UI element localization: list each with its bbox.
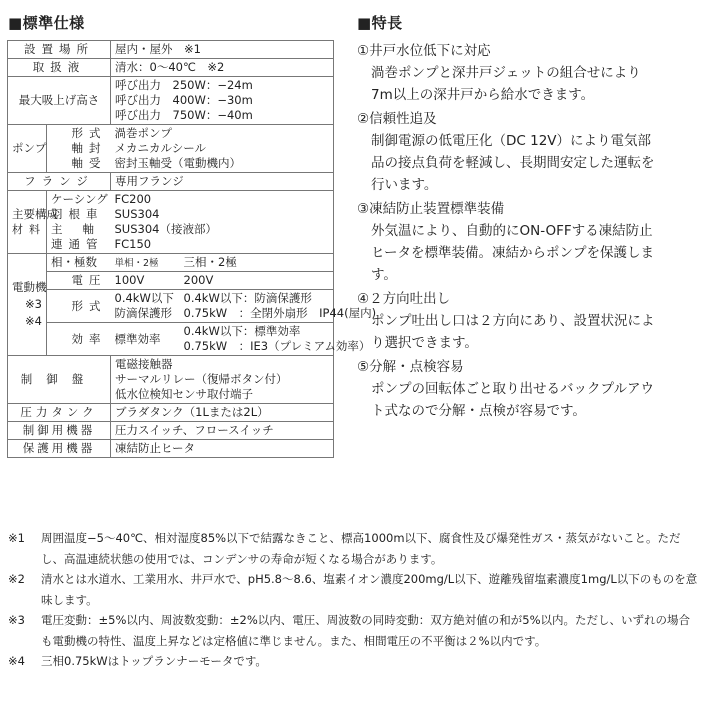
spec-value: 屋内・屋外 ※1 [111,41,334,59]
spec-value-line: 防滴保護形 [114,306,172,320]
spec-row-control-equipment [8,422,334,440]
feature-body-line: ポンプ吐出し口は２方向にあり、設置状況によ [371,313,655,329]
footnote-mark: ※3 [8,613,25,627]
spec-value-line: 低水位検知センサ取付端子 [115,387,253,401]
spec-sub-label: 主軸 [51,222,114,236]
footnote-text: 電圧変動：±5%以内、周波数変動：±2%以内、電圧、周波数の同時変動：双方絶対値の和が5%以内。ただし、いずれの場合も電動機の特性、温度上昇などは定格値に準じません。また、相間電圧の不平衡は２%以内です。 [41,613,690,648]
feature-title: ④２方向吐出し [357,291,451,307]
spec-value-line: 0.75kW ：全閉外扇形 IP44(屋内) [183,306,377,320]
spec-label: フランジ [24,174,94,188]
feature-title: ②信頼性追及 [357,111,437,127]
spec-label: 設置場所 [24,42,94,56]
spec-value: ブラダタンク（1Lまたは2L） [111,404,334,422]
feature-body-line: 7m以上の深井戸から給水できます。 [371,87,595,103]
feature-item [357,108,693,196]
footnote-text: 清水とは水道水、工業用水、井戸水で、pH5.8〜8.6、塩素イオン濃度200mg/L以下、遊離残留塩素濃度1mg/L以下のものを意味します。 [41,572,698,607]
spec-sub-label: 軸封 [71,141,107,155]
spec-value-line: 呼び出力 250W：−24m [115,78,253,92]
feature-body-line: 制御電源の低電圧化（DC 12V）により電気部 [371,133,652,149]
spec-sub-label: 形式 [71,126,107,140]
spec-value: 専用フランジ [111,173,334,191]
spec-label: 材料 [12,223,46,236]
footnote-mark: ※2 [8,572,25,586]
spec-value-line: 0.4kW以下：標準効率 [183,324,301,338]
spec-label: ポンプ [8,125,47,173]
spec-value: 圧力スイッチ、フロースイッチ [111,422,334,440]
feature-body-line: 外気温により、自動的にON-OFFする凍結防止 [371,223,653,239]
spec-sub-label: 羽根車 [51,207,104,221]
features-heading: ■特長 [357,14,403,32]
footnote [8,569,698,610]
spec-row-material [8,191,334,254]
spec-value: 単相・2極 [114,258,159,269]
feature-body-line: 品の接点負荷を軽減し、長期間安定した運転を [371,155,655,171]
spec-label: 圧力タンク [20,405,98,419]
feature-item [357,40,693,106]
spec-heading: ■標準仕様 [8,14,85,32]
footnote [8,528,698,569]
spec-sub-label: 電圧 [71,273,107,287]
feature-body-line: 渦巻ポンプと深井戸ジェットの組合せにより [371,65,641,81]
spec-value: 三相・2極 [180,254,334,272]
spec-table [7,40,377,458]
spec-label: 保護用機器 [22,441,96,455]
spec-value-line: 渦巻ポンプ [114,126,172,140]
spec-value: 200V [180,272,334,290]
spec-sub-label: 軸受 [71,156,107,170]
spec-value-line: 0.4kW以下 [114,291,174,305]
spec-sub-label: ケーシング [51,192,108,206]
spec-value-line: サーマルリレー（復帰ボタン付） [115,372,288,386]
spec-label: 制御盤 [20,372,98,386]
spec-value-line: 0.75kW ：IE3（プレミアム効率） [183,339,371,353]
feature-item [357,198,693,286]
spec-sub-label: 効率 [71,331,107,346]
spec-label: 電動機 [12,280,47,294]
feature-body-line: 行います。 [371,177,438,193]
spec-row-motor-phase [8,254,334,272]
feature-title: ⑤分解・点検容易 [357,359,464,375]
spec-label: ※3 [25,297,42,311]
footnote-text: 周囲温度−5〜40℃、相対湿度85%以下で結露なきこと、標高1000m以下、腐食性及び爆発性ガス・蒸気がないこと。ただし、高温連続状態の使用では、コンデンサの寿命が短くなる場合があります。 [41,531,681,566]
spec-value-line: メカニカルシール [114,141,206,155]
spec-value-line: 呼び出力 750W：−40m [115,108,253,122]
footnote [8,651,698,672]
spec-sub-label: 形式 [71,298,107,313]
feature-item [357,356,693,422]
spec-value-line: FC150 [114,237,152,251]
spec-row-lift [8,77,334,125]
spec-label: 制御用機器 [22,423,96,437]
spec-row-pump [8,125,334,173]
feature-title: ①井戸水位低下に対応 [357,43,491,59]
spec-value-line: FC200 [114,192,152,206]
spec-value: 標準効率 [111,323,180,356]
spec-sub-label: 連通管 [51,237,104,251]
spec-row-install [8,41,334,59]
feature-title: ③凍結防止装置標準装備 [357,201,505,217]
feature-body-line: り選択できます。 [371,335,478,351]
footnote-mark: ※1 [8,531,25,545]
spec-row-motor-voltage [8,272,334,290]
feature-body-line: ヒータを標準装備。凍結からポンプを保護しま [371,245,654,261]
spec-sub-label: 相・極数 [51,255,97,269]
features-list [357,40,693,424]
spec-label: 取扱液 [32,60,86,74]
spec-value-line: 電磁接触器 [115,357,173,371]
feature-item [357,288,693,354]
footnotes [8,528,698,672]
spec-row-protection [8,440,334,458]
footnote-mark: ※4 [8,654,25,668]
footnote [8,610,698,651]
footnote-text: 三相0.75kWはトップランナーモータです。 [41,654,267,668]
feature-body-line: す。 [371,267,397,283]
spec-value-line: 密封玉軸受（電動機内） [114,156,241,170]
spec-value-line: 呼び出力 400W：−30m [115,93,253,107]
feature-body-line: ポンプの回転体ごと取り出せるバックプルアウ [371,381,654,397]
spec-row-control [8,356,334,404]
spec-row-motor-type [8,290,334,323]
spec-label: 主要構成 [12,207,58,221]
spec-value: 清水：0〜40℃ ※2 [111,59,334,77]
spec-row-flange [8,173,334,191]
spec-label: 最大吸上げ高さ [8,77,111,125]
spec-value-line: 0.4kW以下：防滴保護形 [183,291,312,305]
spec-value-line: SUS304（接液部） [114,222,217,236]
spec-row-tank [8,404,334,422]
feature-body-line: ト式なので分解・点検が容易です。 [371,403,586,419]
spec-value-line: SUS304 [114,207,160,221]
spec-label: ※4 [25,314,42,328]
spec-row-liquid [8,59,334,77]
spec-row-motor-efficiency [8,323,334,356]
spec-value: 100V [111,272,180,290]
spec-value: 凍結防止ヒータ [111,440,334,458]
